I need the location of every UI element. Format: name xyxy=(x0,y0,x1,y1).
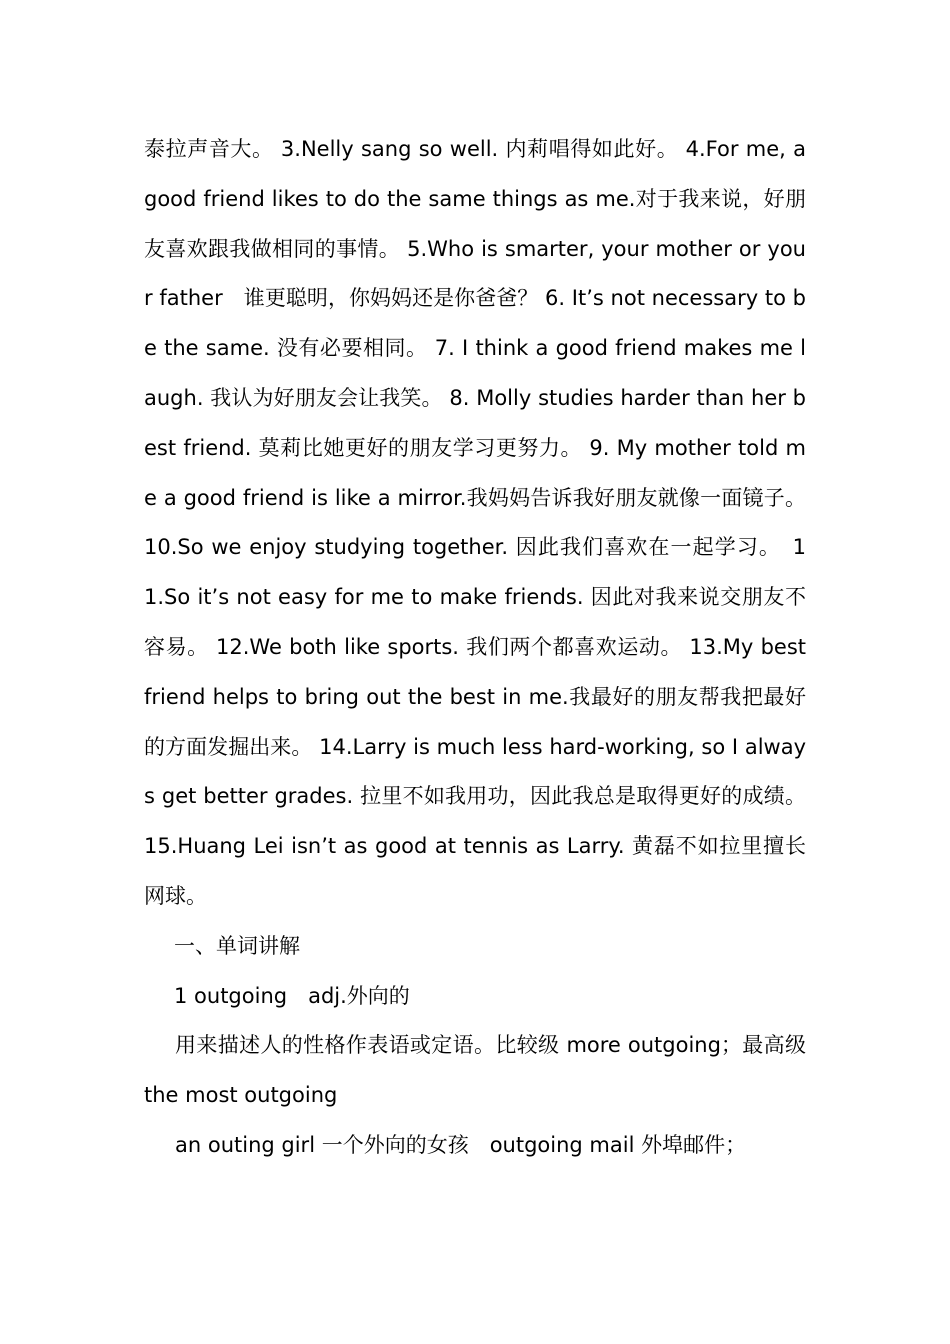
sentence-list-paragraph: 泰拉声音大。 3.Nelly sang so well. 内莉唱得如此好。 4.For me, a good friend likes to do the same things as me.对于我来说，好朋友喜欢跟我做相同的事情。 5.Who is smarter, your mother or your father 谁更聪明，你妈妈还是你爸爸？ 6. It’s not necessary to be the same. 没有必要相同。 7. I think a good friend makes me laugh. 我认为好朋友会让我笑。 8. Molly studies harder than her best friend. 莫莉比她更好的朋友学习更努力。 9. My mother told me a good friend is like a mirror.我妈妈告诉我好朋友就像一面镜子。 10.So we enjoy studying together. 因此我们喜欢在一起学习。 11.So it’s not easy for me to make friends. 因此对我来说交朋友不容易。 12.We both like sports. 我们两个都喜欢运动。 13.My best friend helps to bring out the best in me.我最好的朋友帮我把最好的方面发掘出来。 14.Larry is much less hard-working, so I always get better grades. 拉里不如我用功，因此我总是取得更好的成绩。 15.Huang Lei isn’t as good at tennis as Larry. 黄磊不如拉里擅长网球。 xyxy=(144,137,806,908)
word-explanation: 用来描述人的性格作表语或定语。比较级 more outgoing；最高级 the most outgoing xyxy=(144,1033,806,1108)
document-body xyxy=(144,125,806,1171)
section-heading: 一、单词讲解 xyxy=(174,933,300,958)
word-examples: an outing girl 一个外向的女孩 outgoing mail 外埠邮件； xyxy=(175,1132,747,1157)
word-entry: 1 outgoing adj.外向的 xyxy=(174,983,410,1008)
